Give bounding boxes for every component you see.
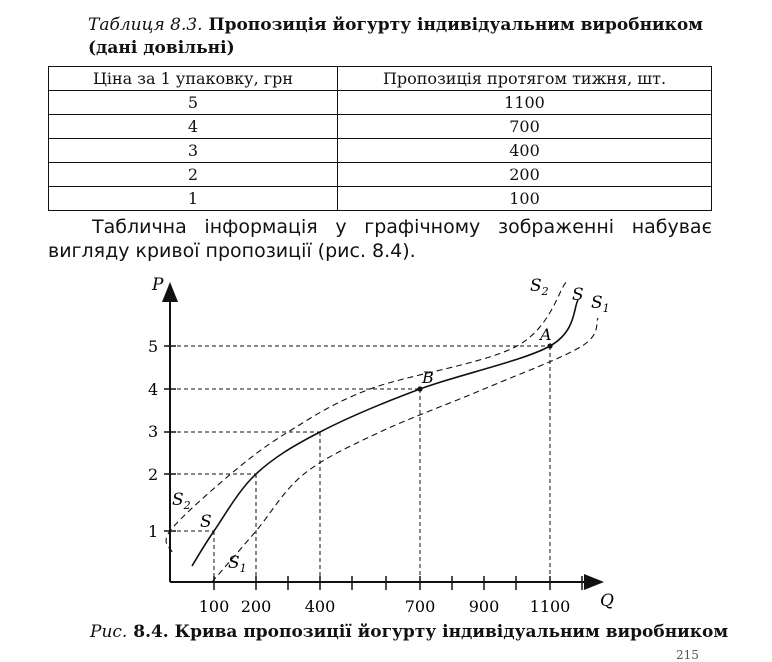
tick-label-x: 100 <box>198 597 230 616</box>
paragraph-line-2: вигляду кривої пропозиції (рис. 8.4). <box>48 240 416 262</box>
tick-label-x: 900 <box>468 597 500 616</box>
x-axis-label: Q <box>600 591 614 611</box>
figure-caption-prefix: Рис. <box>90 622 128 642</box>
curve-label-s-bottom: S <box>200 512 212 532</box>
curve-label-s2-top: $S_2$ <box>530 276 549 298</box>
supply-curve-s1 <box>212 318 598 582</box>
cell-quantity: 400 <box>338 139 712 163</box>
table-caption-prefix: Таблиця 8.3. <box>88 15 203 35</box>
cell-price: 3 <box>49 139 338 163</box>
cell-quantity: 1100 <box>338 91 712 115</box>
figure-caption <box>90 622 728 642</box>
point-a-label: A <box>540 325 552 344</box>
header-price: Ціна за 1 упаковку, грн <box>49 67 338 91</box>
cell-price: 1 <box>49 187 338 211</box>
tick-label-y: 1 <box>148 522 159 541</box>
cell-quantity: 100 <box>338 187 712 211</box>
paragraph-line-1: Таблична інформація у графічному зображенні набуває <box>92 216 712 238</box>
axis-ticks <box>164 346 582 590</box>
tick-label-y: 5 <box>148 337 159 356</box>
tick-label-y: 3 <box>148 422 159 441</box>
point-b <box>417 386 422 391</box>
supply-curve-s <box>192 300 578 566</box>
tick-label-x: 200 <box>240 597 272 616</box>
curve-label-s2-bottom: $S_2$ <box>172 490 191 512</box>
cell-price: 2 <box>49 163 338 187</box>
tick-label-x: 700 <box>404 597 436 616</box>
tick-label-x: 400 <box>304 597 336 616</box>
y-axis-label: P <box>152 275 164 295</box>
cell-quantity: 700 <box>338 115 712 139</box>
page-number: 215 <box>676 648 699 662</box>
tick-label-x: 1100 <box>529 597 571 616</box>
tick-label-y: 4 <box>148 380 159 399</box>
curve-label-s1-top: $S_1$ <box>591 293 610 315</box>
point-a <box>547 343 552 348</box>
cell-price: 5 <box>49 91 338 115</box>
cell-price: 4 <box>49 115 338 139</box>
curve-label-s1-bottom: $S_1$ <box>228 553 247 575</box>
figure-caption-text: 8.4. Крива пропозиції йогурту індивідуальним виробником <box>133 622 729 642</box>
guide-lines <box>170 346 550 582</box>
cell-quantity: 200 <box>338 163 712 187</box>
curve-label-s-top: S <box>572 285 584 305</box>
table-caption-text: Пропозиція йогурту індивідуальним виробником (дані довільні) <box>88 15 704 58</box>
point-b-label: B <box>422 368 434 387</box>
tick-label-y: 2 <box>148 465 159 484</box>
header-quantity: Пропозиція протягом тижня, шт. <box>338 67 712 91</box>
